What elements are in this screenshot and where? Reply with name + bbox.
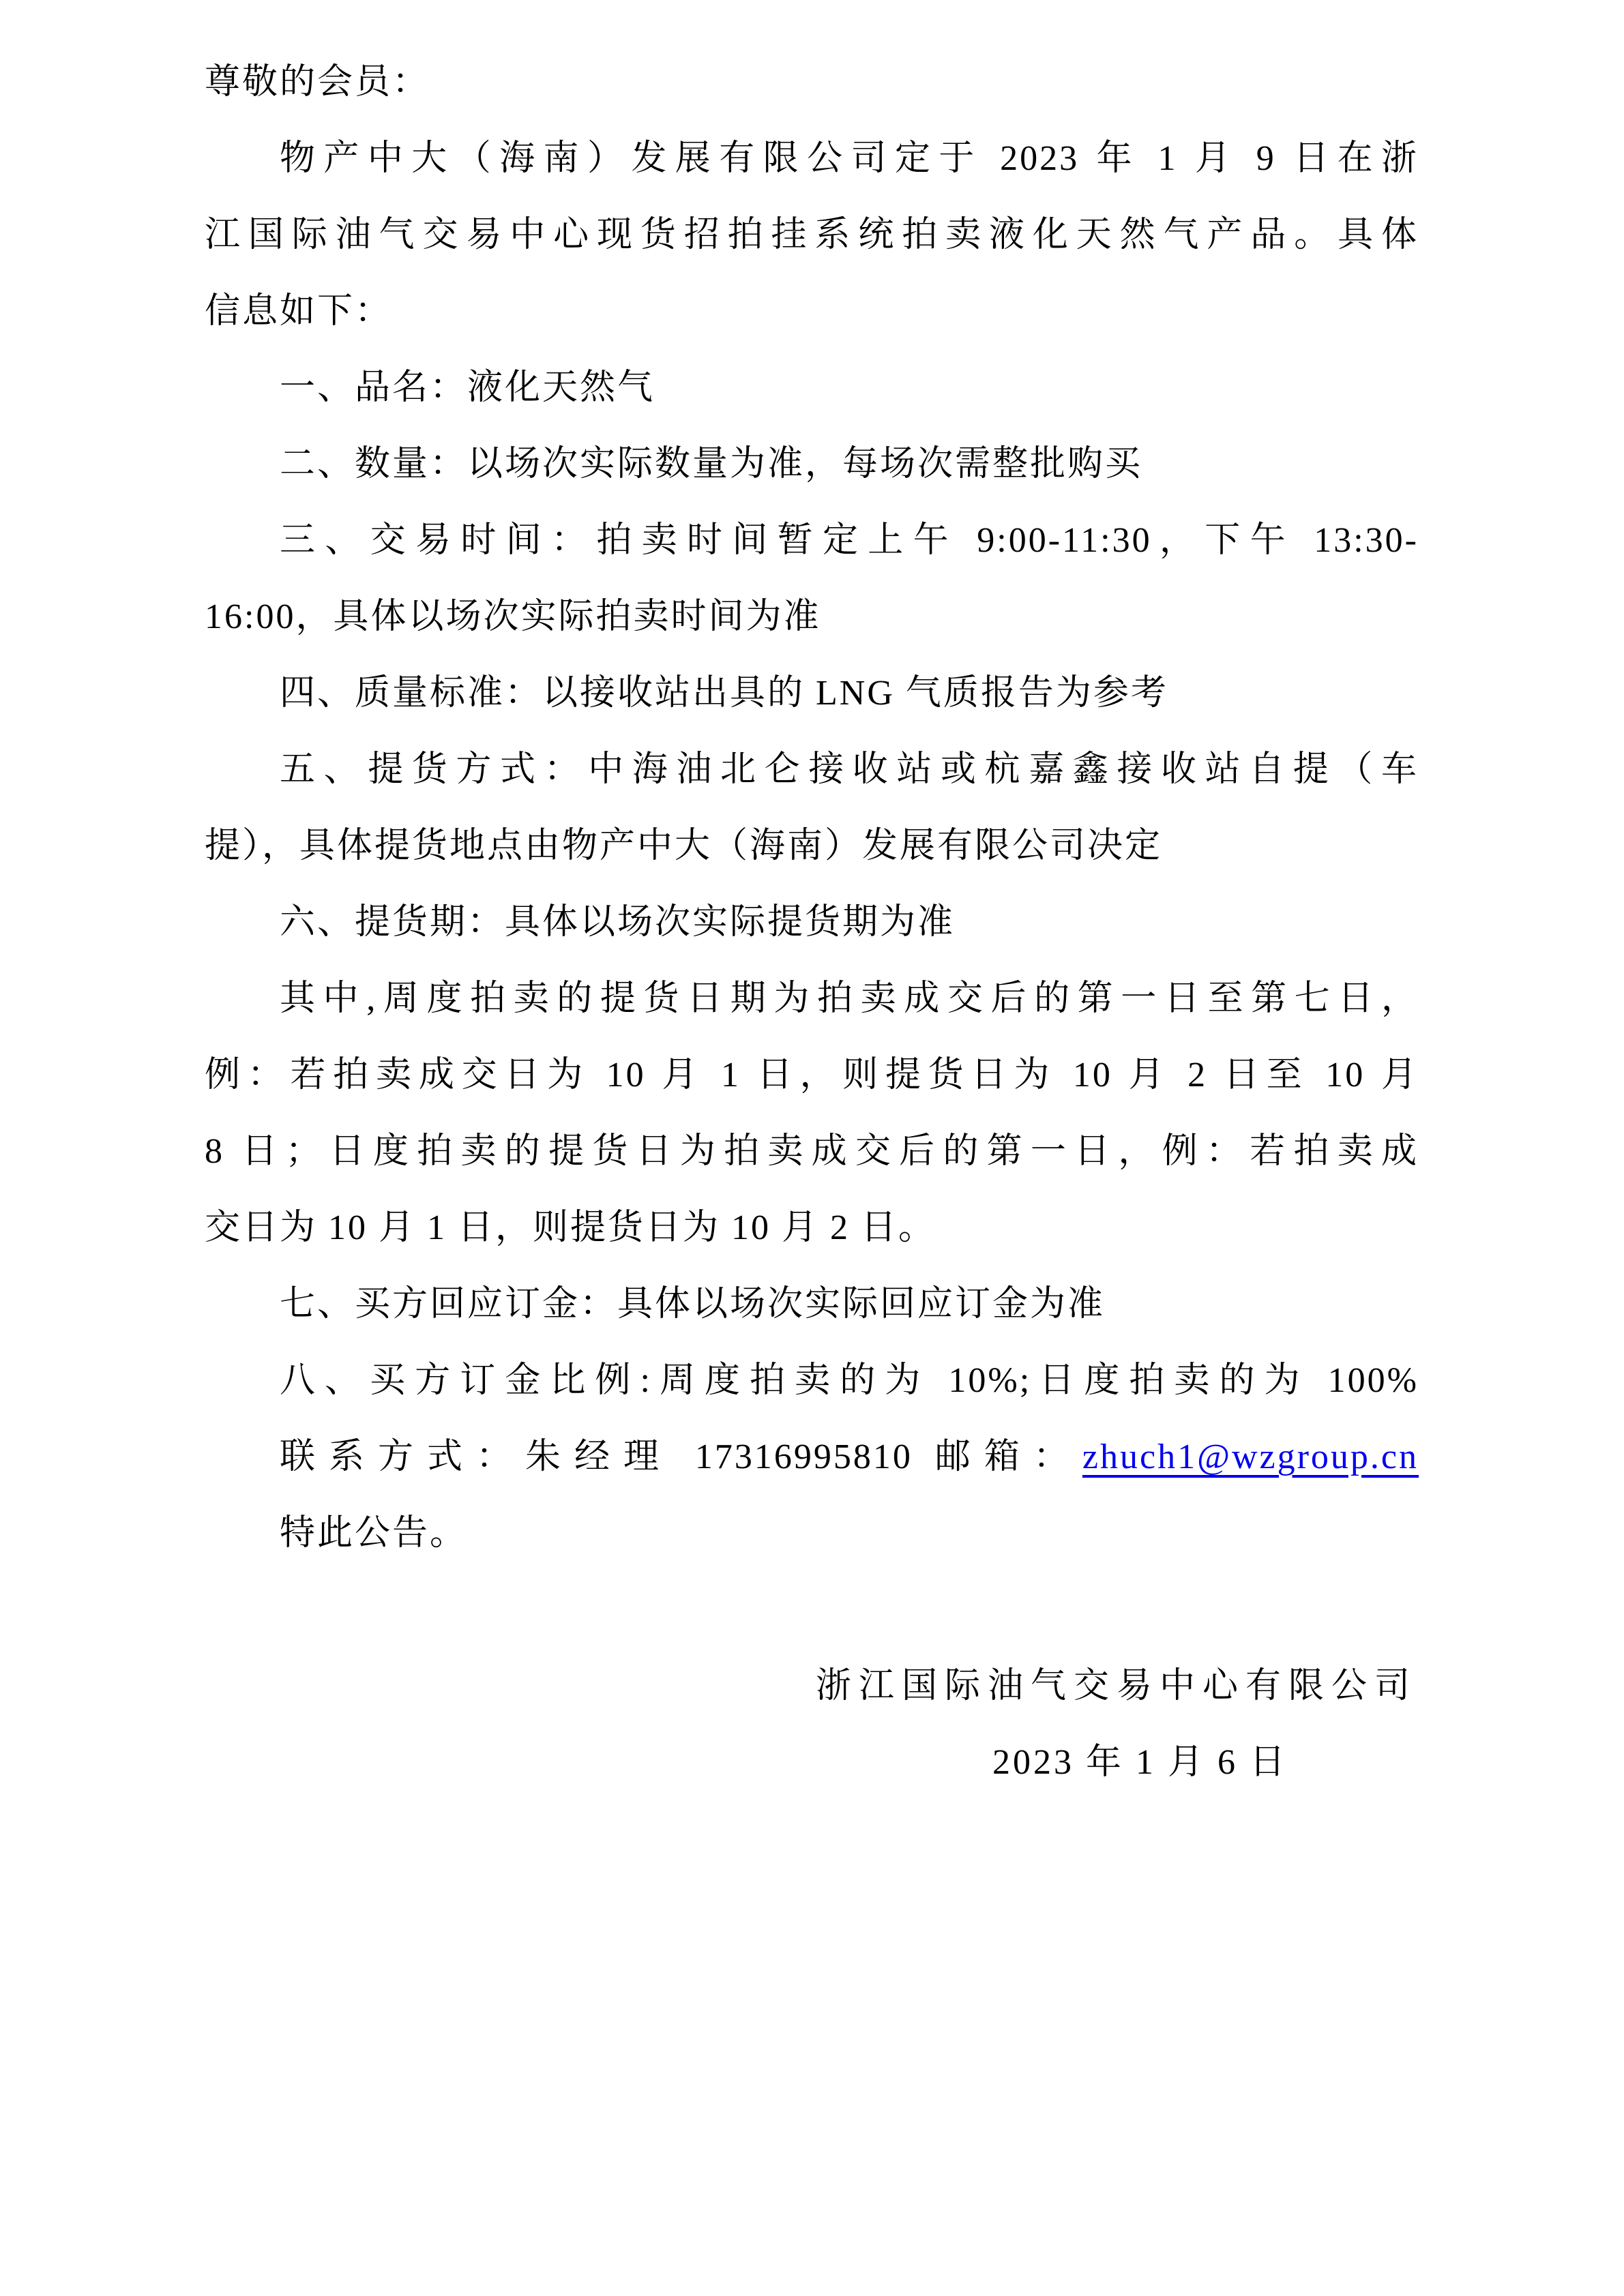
line-item8-deposit-ratio: 八、买方订金比例:周度拍卖的为 10%;日度拍卖的为 100% <box>280 1361 1419 1400</box>
contact-prefix: 联系方式：朱经理 17316995810 邮箱： <box>280 1437 1082 1476</box>
line-contact <box>205 1419 1419 1495</box>
line-signature-company: 浙江国际油气交易中心有限公司 <box>815 1667 1417 1705</box>
line-item6-pickup-period-3: 例：若拍卖成交日为 10 月 1 日，则提货日为 10 月 2 日至 10 月 <box>205 1056 1419 1094</box>
document-body <box>205 44 1419 1801</box>
line-item7-buyer-response-deposit: 七、买方回应订金：具体以场次实际回应订金为准 <box>280 1285 1106 1324</box>
line-item6-pickup-period-2: 其中,周度拍卖的提货日期为拍卖成交后的第一日至第七日， <box>280 979 1419 1018</box>
line-item5-pickup-method-2: 提），具体提货地点由物产中大（海南）发展有限公司决定 <box>205 826 1163 865</box>
line-item6-pickup-period-4: 8 日；日度拍卖的提货日为拍卖成交后的第一日，例：若拍卖成 <box>205 1132 1419 1171</box>
line-item2-quantity: 二、数量：以场次实际数量为准，每场次需整批购买 <box>280 445 1143 483</box>
line-item3-trading-time-1: 三、交易时间：拍卖时间暂定上午 9:00-11:30，下午 13:30- <box>280 521 1419 560</box>
line-salutation: 尊敬的会员： <box>205 63 430 102</box>
line-intro-3: 信息如下： <box>205 292 393 331</box>
line-item4-quality-standard: 四、质量标准：以接收站出具的 LNG 气质报告为参考 <box>280 674 1168 713</box>
line-item6-pickup-period-5: 交日为 10 月 1 日，则提货日为 10 月 2 日。 <box>205 1208 936 1247</box>
line-signature-date: 2023 年 1 月 6 日 <box>992 1743 1288 1782</box>
email-link[interactable]: zhuch1@wzgroup.cn <box>1082 1437 1419 1476</box>
line-intro-2: 江国际油气交易中心现货招拍挂系统拍卖液化天然气产品。具体 <box>205 215 1419 254</box>
line-item5-pickup-method-1: 五、提货方式：中海油北仑接收站或杭嘉鑫接收站自提（车 <box>280 750 1419 789</box>
line-intro-1: 物产中大（海南）发展有限公司定于 2023 年 1 月 9 日在浙 <box>280 139 1419 178</box>
line-closing: 特此公告。 <box>280 1514 468 1553</box>
line-item6-pickup-period-1: 六、提货期：具体以场次实际提货期为准 <box>280 903 956 942</box>
line-item3-trading-time-2: 16:00，具体以场次实际拍卖时间为准 <box>205 597 821 636</box>
blank-line-spacer <box>205 1572 1419 1648</box>
line-item1-product-name: 一、品名：液化天然气 <box>280 368 655 407</box>
